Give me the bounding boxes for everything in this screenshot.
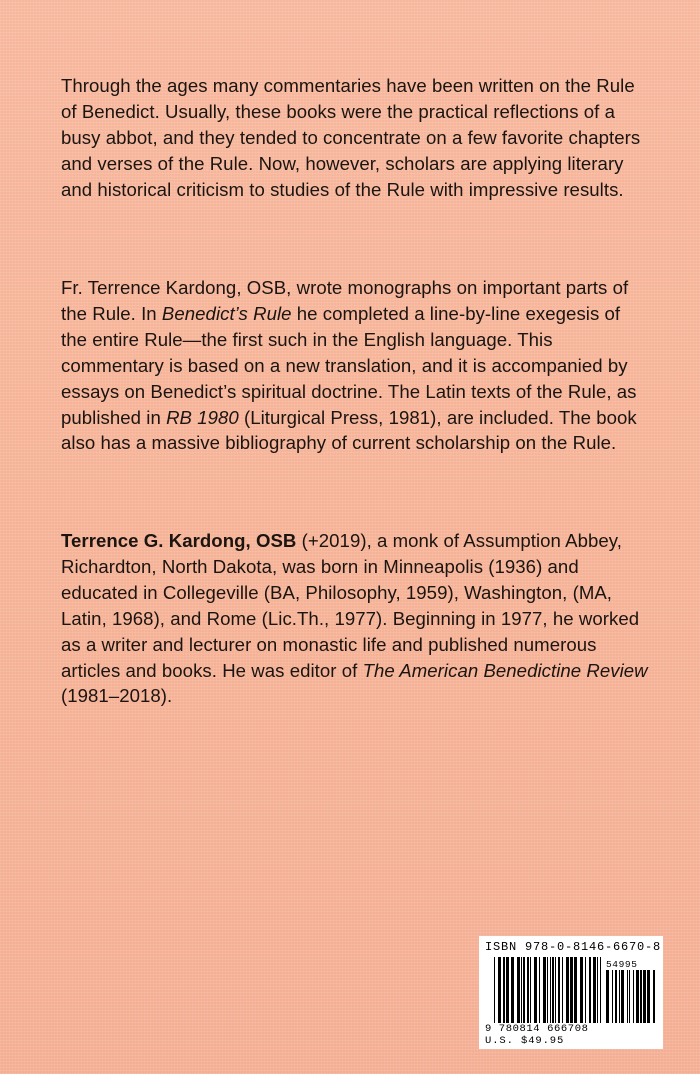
barcode-bar — [606, 970, 609, 1023]
journal-title-italic: The American Benedictine Review — [362, 659, 648, 681]
barcode-bar — [600, 957, 601, 1023]
price-label: U.S. $49.95 — [485, 1035, 565, 1047]
barcode-bar — [550, 957, 551, 1023]
barcode-bar — [647, 970, 650, 1023]
barcode-bar — [585, 957, 586, 1023]
barcode-bar — [547, 957, 548, 1023]
barcode-bar — [627, 970, 628, 1023]
barcode-bar — [597, 957, 598, 1023]
barcode-bar — [543, 957, 546, 1023]
barcode-bar — [498, 957, 501, 1023]
barcode-bar — [530, 957, 531, 1023]
description-paragraph-2 — [61, 275, 651, 456]
barcode-bar — [562, 957, 563, 1023]
price-code-digits: 54995 — [606, 959, 638, 970]
barcode-bar — [521, 957, 522, 1023]
author-name: Terrence G. Kardong, OSB — [61, 530, 297, 551]
barcode-bar — [640, 970, 642, 1023]
barcode-bar — [643, 970, 646, 1023]
barcode-bar — [636, 970, 639, 1023]
barcode-bar — [494, 957, 495, 1023]
isbn-label: ISBN 978-0-8146-6670-8 — [485, 940, 662, 954]
ean13-barcode-graphic — [494, 957, 602, 1023]
barcode-bar — [574, 957, 577, 1023]
rb1980-title-italic: RB 1980 — [166, 406, 239, 428]
barcode-bar — [566, 957, 569, 1023]
barcode-bar — [589, 957, 591, 1023]
barcode-bar — [511, 957, 514, 1023]
description-text: Fr. Terrence Kardong, OSB, wrote monographs on important parts of the Rule. In — [61, 277, 629, 324]
isbn-barcode-block — [479, 936, 663, 1049]
barcode-bar — [619, 970, 620, 1023]
barcode-bar — [580, 957, 583, 1023]
barcode-human-readable-digits: 9 780814 666708 — [485, 1023, 589, 1035]
barcode-bar — [570, 957, 573, 1023]
barcode-bar — [503, 957, 505, 1023]
description-text: Through the ages many commentaries have been written on the Rule of Benedict. Usually, these books were the practical reflections of a busy abbot, and they tended to concentrate on a few favorite chapters and verses of the Rule. Now, however, scholars are applying literary and historical criticism to studies of the Rule with impressive results. — [61, 75, 641, 200]
barcode-bar — [523, 957, 525, 1023]
barcode-bar — [517, 957, 520, 1023]
description-paragraph-1 — [61, 73, 651, 203]
price-addon-barcode-graphic — [606, 970, 657, 1023]
barcode-bar — [534, 957, 537, 1023]
barcode-bar — [615, 970, 617, 1023]
barcode-bar — [555, 957, 556, 1023]
description-text: he completed a line-by-line exegesis of the entire Rule—the first such in the English language. This commentary is based on a new translation, and it is accompanied by essays on Benedict’s spiritual doctrine. The Latin texts of the Rule, as published in — [61, 302, 637, 428]
barcode-bar — [629, 970, 630, 1023]
description-text: (Liturgical Press, 1981), are included. The book also has a massive bibliography of current scholarship on the Rule. — [61, 406, 637, 454]
barcode-bar — [527, 957, 529, 1023]
author-bio-text: (1981–2018). — [61, 685, 173, 707]
barcode-bar — [621, 970, 624, 1023]
barcode-bar — [612, 970, 613, 1023]
barcode-bar — [552, 957, 554, 1023]
barcode-bar — [593, 957, 596, 1023]
barcode-bar — [633, 970, 634, 1023]
barcode-bar — [506, 957, 509, 1023]
barcode-bar — [653, 970, 655, 1023]
author-bio-paragraph — [61, 528, 651, 709]
barcode-bar — [539, 957, 540, 1023]
book-title-italic: Benedict’s Rule — [161, 302, 292, 324]
author-bio-text: (+2019), a monk of Assumption Abbey, Richardton, North Dakota, was born in Minneapolis (1936) and educated in Collegeville (BA, Philosophy, 1959), Washington, (MA, Latin, 1968), and Rome (Lic.Th., 1977). Beginning in 1977, he worked as a writer and lecturer on monastic life and published numerous articles and books. He was editor of — [61, 530, 640, 681]
barcode-bar — [558, 957, 560, 1023]
